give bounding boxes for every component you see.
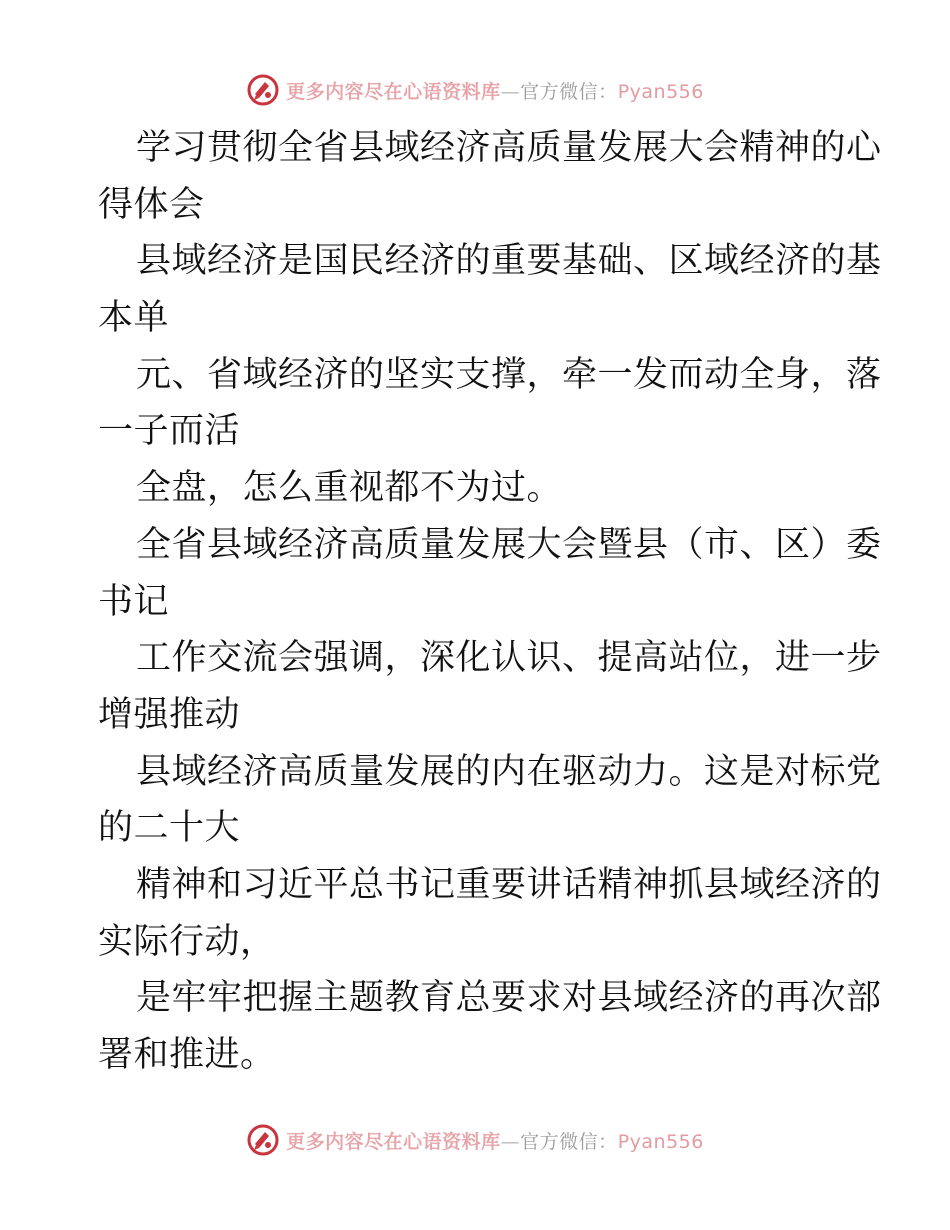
document-body bbox=[98, 120, 882, 1084]
watermark-text bbox=[286, 77, 704, 104]
text-line: 的二十大 bbox=[98, 808, 241, 849]
text-line: 是牢牢把握主题教育总要求对县域经济的再次部 bbox=[136, 978, 882, 1019]
watermark-id: Pyan556 bbox=[617, 80, 704, 103]
watermark-brand: 更多内容尽在心语资料库 bbox=[286, 1130, 501, 1153]
header-watermark bbox=[0, 72, 950, 108]
text-line: 全省县域经济高质量发展大会暨县（市、区）委 bbox=[136, 524, 882, 565]
text-line: 工作交流会强调，深化认识、提高站位，进一步 bbox=[136, 638, 882, 679]
text-line: 增强推动 bbox=[98, 694, 241, 735]
text-line: 实际行动， bbox=[98, 921, 276, 962]
watermark-separator: — bbox=[500, 1130, 521, 1153]
seal-logo-icon bbox=[246, 1123, 280, 1157]
watermark-brand: 更多内容尽在心语资料库 bbox=[286, 80, 501, 103]
watermark-id: Pyan556 bbox=[617, 1130, 704, 1153]
text-line: 学习贯彻全省县域经济高质量发展大会精神的心 bbox=[136, 128, 882, 168]
text-line: 署和推进。 bbox=[98, 1035, 276, 1075]
text-line: 一子而活 bbox=[98, 411, 241, 452]
footer-watermark bbox=[0, 1122, 950, 1158]
text-line: 县域经济是国民经济的重要基础、区域经济的基 bbox=[136, 241, 882, 282]
watermark-label: 官方微信： bbox=[520, 80, 618, 103]
text-line: 元、省域经济的坚实支撑，牵一发而动全身，落 bbox=[136, 354, 882, 395]
watermark-text bbox=[286, 1127, 704, 1154]
text-line: 精神和习近平总书记重要讲话精神抓县域经济的 bbox=[136, 864, 882, 905]
text-line: 本单 bbox=[98, 298, 170, 339]
seal-logo-icon bbox=[246, 73, 280, 107]
text-line: 得体会 bbox=[98, 184, 205, 225]
text-line: 书记 bbox=[98, 581, 170, 622]
text-line: 全盘，怎么重视都不为过。 bbox=[136, 468, 563, 509]
watermark-label: 官方微信： bbox=[520, 1130, 618, 1153]
watermark-separator: — bbox=[500, 80, 521, 103]
text-line: 县域经济高质量发展的内在驱动力。这是对标党 bbox=[136, 751, 882, 792]
